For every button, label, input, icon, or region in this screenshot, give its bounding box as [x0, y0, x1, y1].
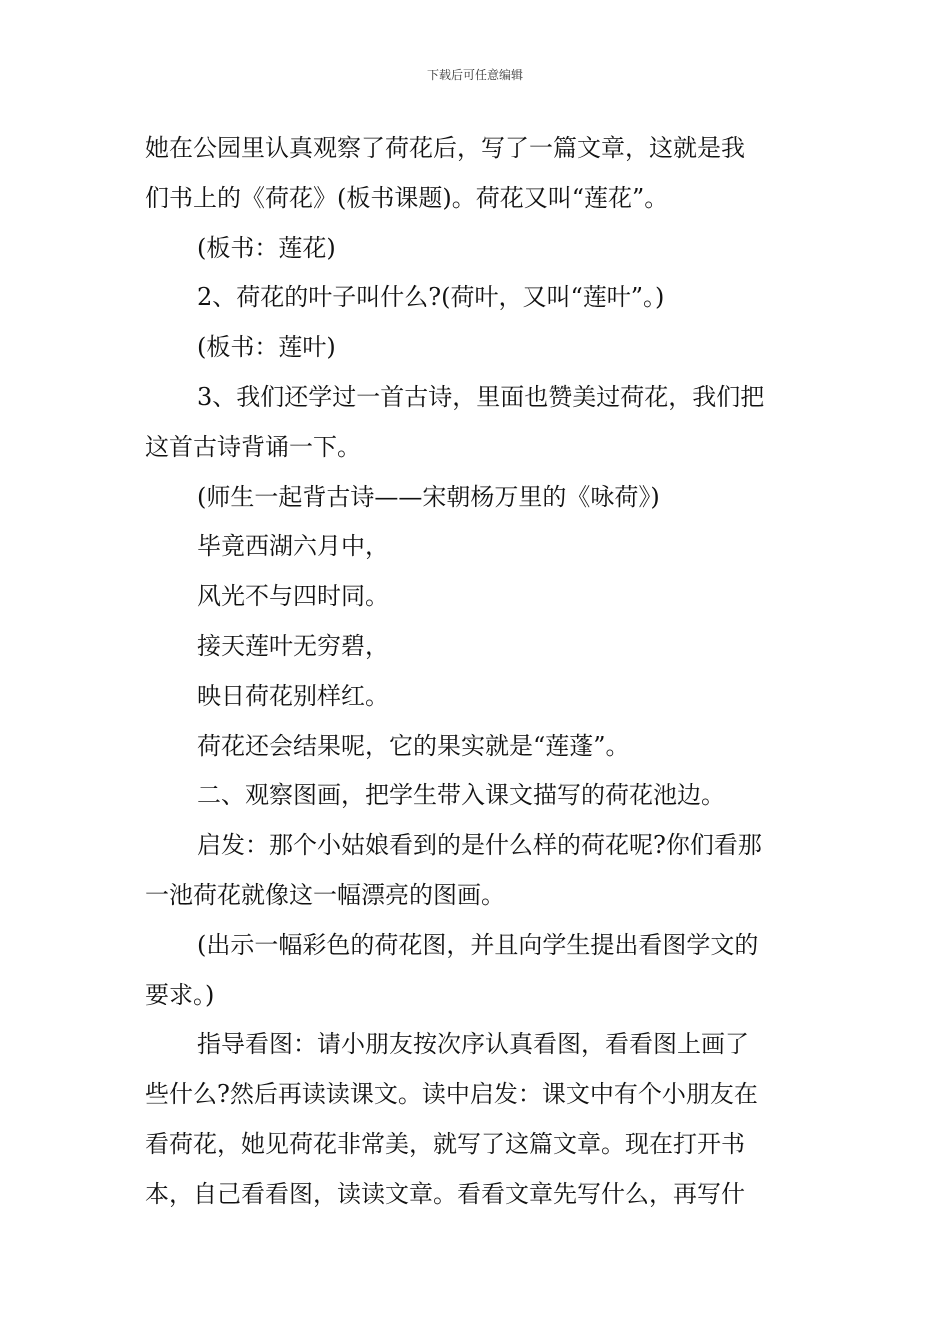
text-line: 些什么?然后再读读课文。读中启发：课文中有个小朋友在 — [145, 1080, 758, 1109]
text-line: 本，自己看看图，读读文章。看看文章先写什么，再写什 — [145, 1179, 745, 1208]
text-line: 要求。) — [145, 980, 215, 1009]
text-line: (师生一起背古诗——宋朝杨万里的《咏荷》) — [197, 482, 660, 511]
text-line: 指导看图：请小朋友按次序认真看图，看看图上画了 — [197, 1030, 749, 1059]
text-line: 启发：那个小姑娘看到的是什么样的荷花呢?你们看那 — [197, 831, 762, 860]
text-line: 二、观察图画，把学生带入课文描写的荷花池边。 — [197, 781, 725, 810]
page-header: 下载后可任意编辑 — [426, 68, 523, 82]
text-line: 毕竟西湖六月中， — [197, 532, 389, 561]
text-line: 这首古诗背诵一下。 — [145, 432, 361, 461]
text-line: 接天莲叶无穷碧， — [197, 631, 389, 660]
text-line: 她在公园里认真观察了荷花后，写了一篇文章，这就是我 — [145, 134, 745, 162]
text-line: 荷花还会结果呢，它的果实就是“莲蓬”。 — [197, 731, 630, 760]
document-body — [145, 124, 810, 1220]
text-line: 看荷花，她见荷花非常美，就写了这篇文章。现在打开书 — [145, 1129, 745, 1158]
text-line: (出示一幅彩色的荷花图，并且向学生提出看图学文的 — [197, 930, 759, 959]
text-line: 3、我们还学过一首古诗，里面也赞美过荷花，我们把 — [197, 382, 765, 411]
text-line: (板书：莲花) — [197, 233, 336, 262]
text-line: (板书：莲叶) — [197, 333, 336, 362]
text-line: 2、荷花的叶子叫什么?(荷叶，又叫“莲叶”。) — [197, 283, 665, 312]
text-line: 风光不与四时同。 — [197, 582, 389, 611]
text-line: 映日荷花别样红。 — [197, 681, 389, 710]
text-line: 一池荷花就像这一幅漂亮的图画。 — [145, 880, 505, 909]
text-line: 们书上的《荷花》(板书课题)。荷花又叫“莲花”。 — [145, 183, 669, 212]
